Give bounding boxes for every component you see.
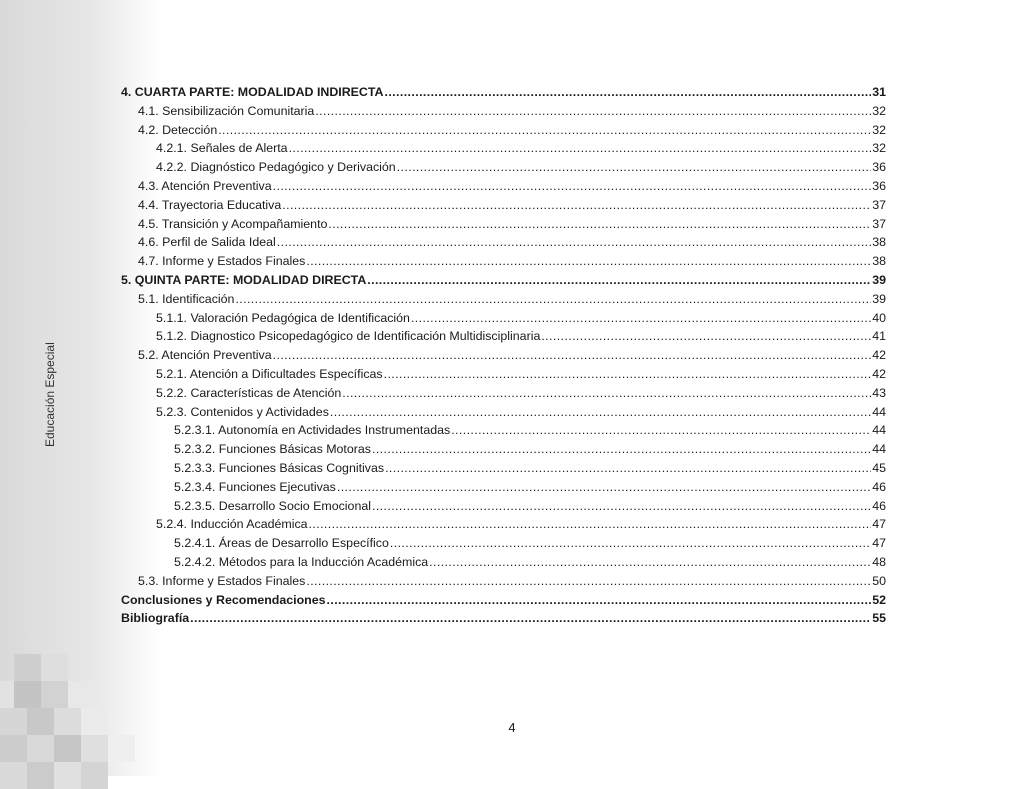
deco-square [68,681,95,708]
toc-leader-dots [342,384,871,403]
toc-entry-page: 42 [872,348,886,363]
toc-leader-dots [309,515,872,534]
toc-entry-page: 42 [872,366,886,381]
toc-entry-page: 44 [872,423,886,438]
toc-entry [121,553,886,572]
toc-entry [121,515,886,534]
toc-entry-page: 39 [872,272,886,287]
toc-leader-dots [218,121,871,140]
toc-entry-title: 5.2.3.4. Funciones Ejecutivas [174,479,336,494]
toc-entry [121,572,886,591]
toc-entry-page: 45 [872,460,886,475]
toc-entry-page: 37 [872,197,886,212]
toc-leader-dots [372,497,871,516]
toc-leader-dots [390,534,871,553]
page-number: 4 [508,720,516,735]
toc-leader-dots [273,177,872,196]
toc-entry-title: 5.1.1. Valoración Pedagógica de Identificación [156,310,410,325]
toc-entry-title: 5.2.4.2. Métodos para la Inducción Académica [174,554,429,569]
deco-square [54,708,81,735]
toc-entry-title: 5. QUINTA PARTE: MODALIDAD DIRECTA [121,272,367,287]
deco-square [0,735,27,762]
deco-square [27,708,54,735]
toc-leader-dots [306,572,871,591]
deco-square [81,708,108,735]
toc-leader-dots [384,83,871,102]
toc-entry-page: 37 [872,216,886,231]
toc-leader-dots [367,271,871,290]
toc-entry [121,290,886,309]
toc-entry-title: 4.4. Trayectoria Educativa [138,197,282,212]
toc-entry-title: 5.2.3.3. Funciones Básicas Cognitivas [174,460,385,475]
toc-leader-dots [451,421,871,440]
toc-entry [121,327,886,346]
toc-entry-title: 5.2.4.1. Áreas de Desarrollo Específico [174,536,389,551]
toc-entry-title: Conclusiones y Recomendaciones [121,592,326,607]
toc-entry-page: 46 [872,479,886,494]
toc-entry-title: 5.2.1. Atención a Dificultades Específicas [156,366,383,381]
toc-entry-title: 5.1. Identificación [138,291,235,306]
toc-entry-page: 41 [872,329,886,344]
toc-leader-dots [385,459,871,478]
toc-entry-title: 4.2.2. Diagnóstico Pedagógico y Derivación [156,160,396,175]
toc-leader-dots [273,346,872,365]
toc-entry-title: 5.1.2. Diagnostico Psicopedagógico de Identificación Multidisciplinaria [156,329,541,344]
toc-leader-dots [235,290,871,309]
toc-entry-page: 50 [872,573,886,588]
toc-leader-dots [328,215,871,234]
toc-entry-page: 36 [872,178,886,193]
deco-square [27,735,54,762]
toc-entry-page: 38 [872,254,886,269]
toc-entry-title: 4.6. Perfil de Salida Ideal [138,235,276,250]
toc-entry-page: 44 [872,404,886,419]
toc-leader-dots [541,327,871,346]
deco-square [81,735,108,762]
toc-entry-page: 48 [872,554,886,569]
toc-entry [121,384,886,403]
toc-entry [121,102,886,121]
toc-entry-page: 47 [872,517,886,532]
toc-entry [121,233,886,252]
toc-entry-title: 5.2.3.1. Autonomía en Actividades Instrumentadas [174,423,451,438]
toc-entry [121,309,886,328]
toc-leader-dots [282,196,871,215]
deco-square [14,654,41,681]
deco-square [54,735,81,762]
toc-entry-page: 55 [872,611,886,626]
toc-entry [121,609,886,628]
toc-leader-dots [330,403,871,422]
toc-entry [121,121,886,140]
toc-entry-title: 5.2.4. Inducción Académica [156,517,308,532]
toc-entry-page: 47 [872,536,886,551]
toc-entry-page: 31 [872,85,886,99]
deco-square [41,681,68,708]
table-of-contents [121,83,886,628]
toc-entry [121,252,886,271]
toc-entry-title: 5.3. Informe y Estados Finales [138,573,306,588]
toc-entry-title: 5.2.3.2. Funciones Básicas Motoras [174,442,371,457]
toc-leader-dots [190,609,871,628]
toc-entry [121,459,886,478]
toc-leader-dots [337,478,871,497]
toc-entry-title: 5.2.2. Características de Atención [156,385,342,400]
toc-entry-title: 4.1. Sensibilización Comunitaria [138,103,315,118]
toc-leader-dots [384,365,872,384]
toc-entry-page: 40 [872,310,886,325]
toc-entry-page: 44 [872,442,886,457]
toc-entry-page: 32 [872,103,886,118]
deco-square [0,708,27,735]
toc-entry-page: 39 [872,291,886,306]
toc-leader-dots [289,139,872,158]
toc-entry-page: 32 [872,122,886,137]
toc-entry [121,271,886,290]
running-header: Educación Especial [43,342,57,448]
toc-entry-title: 4.2. Detección [138,122,218,137]
toc-entry [121,403,886,422]
toc-entry-title: 4.3. Atención Preventiva [138,178,272,193]
toc-entry [121,421,886,440]
toc-entry-title: 4.7. Informe y Estados Finales [138,254,306,269]
toc-entry [121,591,886,610]
toc-entry [121,365,886,384]
toc-leader-dots [397,158,872,177]
toc-entry [121,478,886,497]
toc-entry-page: 38 [872,235,886,250]
toc-entry-page: 52 [872,592,886,607]
toc-entry [121,139,886,158]
toc-leader-dots [411,309,871,328]
toc-entry [121,534,886,553]
toc-entry [121,196,886,215]
toc-entry-title: 4.5. Transición y Acompañamiento [138,216,328,231]
toc-entry-title: 4.2.1. Señales de Alerta [156,141,288,156]
toc-entry [121,440,886,459]
toc-entry [121,177,886,196]
toc-entry-page: 46 [872,498,886,513]
toc-entry-title: 4. CUARTA PARTE: MODALIDAD INDIRECTA [121,85,384,99]
toc-leader-dots [372,440,871,459]
toc-entry-title: 5.2.3.5. Desarrollo Socio Emocional [174,498,371,513]
toc-entry-page: 36 [872,160,886,175]
toc-leader-dots [306,252,871,271]
toc-entry-page: 32 [872,141,886,156]
toc-entry [121,346,886,365]
toc-leader-dots [327,591,872,610]
toc-entry-title: Bibliografía [121,611,190,626]
deco-square [108,735,135,762]
toc-entry [121,497,886,516]
toc-leader-dots [429,553,871,572]
toc-entry-title: 5.2. Atención Preventiva [138,348,272,363]
deco-square [41,654,68,681]
toc-leader-dots [277,233,871,252]
toc-entry-title: 5.2.3. Contenidos y Actividades [156,404,329,419]
toc-entry [121,215,886,234]
deco-square [14,681,41,708]
toc-entry-page: 43 [872,385,886,400]
toc-entry [121,83,886,102]
toc-leader-dots [315,102,871,121]
toc-entry [121,158,886,177]
